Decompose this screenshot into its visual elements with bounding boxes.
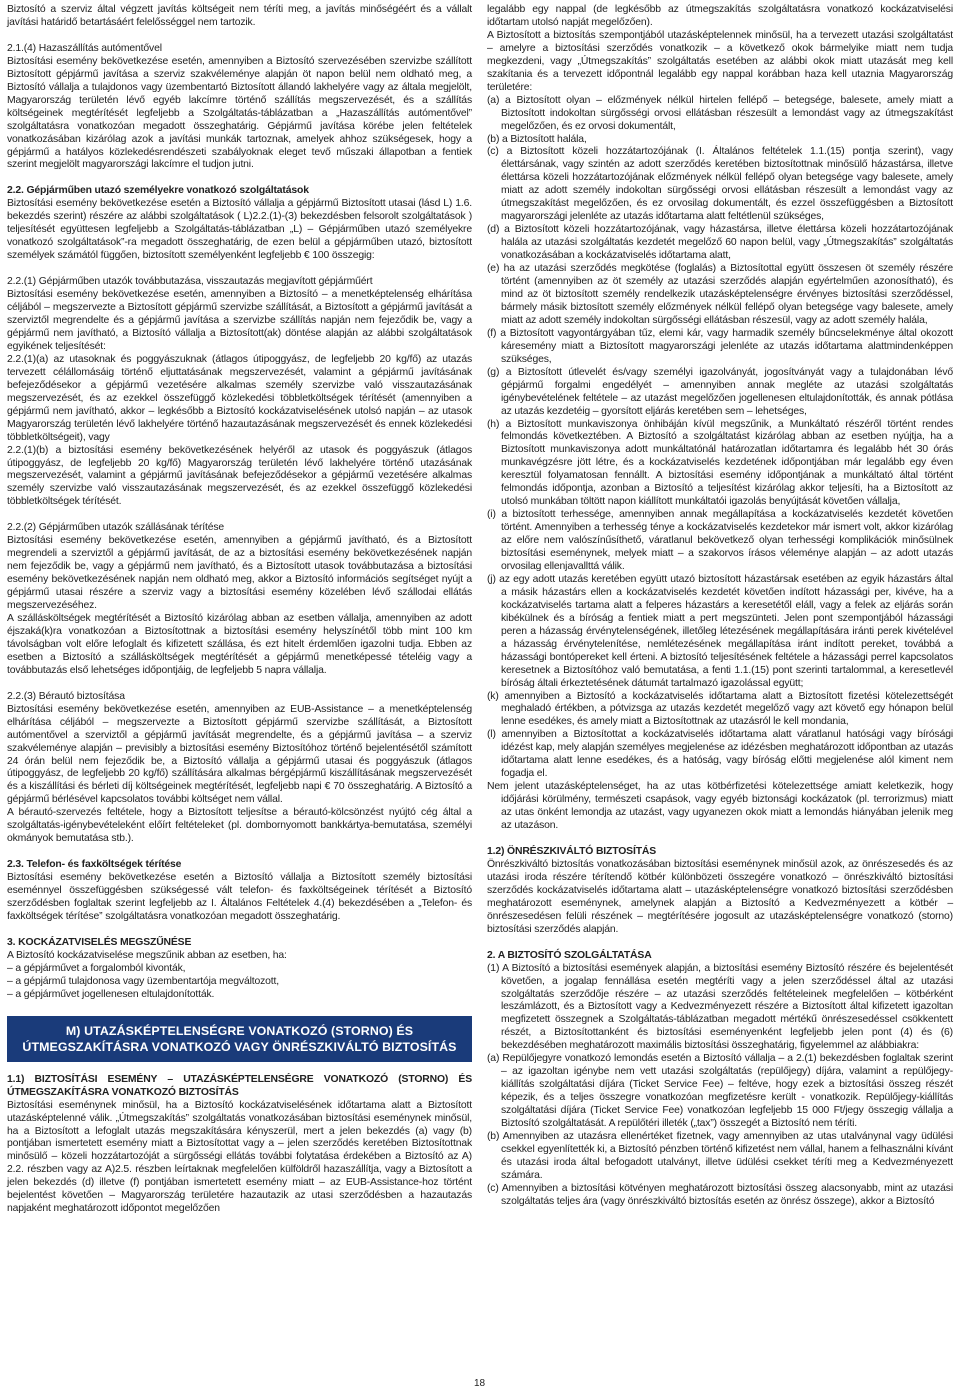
left-column (7, 4, 472, 1216)
section-2-3-title: 2.3. Telefon- és faxköltségek térítése (7, 859, 182, 871)
section-2-item-a: (a) Repülőjegyre vonatkozó lemondás esetén a Biztosító vállalja – a 2.(1) bekezdésben foglaltak szerint – az igazoltan igénybe nem vett utazási szolgáltatás (repülőjegy) díjára, valamint a repülőjegy-kiállítás szolgáltatási díjára (Ticket Service Fee) – feltéve, hogy ezek a biztosítási összeg részét képezik, és a teljes összegre vonatkozóan megfizetésre került - vonatkozik. Repülőjegy-kiállítás szolgáltatási díjára (Ticket Service Fee) vonatkozóan legfeljebb 15 000 Ft/jegy összegig vállalja a Biztosító szolgáltatását. A repülőtéri illeték („tax”) összegét a Biztosító nem téríti. (487, 1053, 953, 1130)
list-item: (g) a Biztosított útlevelét és/vagy személyi igazolványát, jogosítványát vagy a tulajdonában lévő gépjármű forgalmi engedélyét – amennyiben annak megléte az utazási szolgáltatás igénybevételének feltétele – az utazást megelőzően jogellenesen eltulajdonították, és annak pótlása az utazás kezdetéig – gyorsított eljárás keretében sem – lehetséges, (487, 366, 953, 417)
section-2-2-1-title: 2.2.(1) Gépjárműben utazók továbbutazása, visszautazás megjavított gépjárműért (7, 276, 373, 288)
section-2-2-2-body-2: A szállásköltségek megtérítését a Biztosító kizárólag abban az esetben vállalja, amennyiben az adott éjszaká(k)ra vonatkozóan a Biztosítottnak a biztosítási esemény helyszínétől több mint 100 km távolságban volt előre lefoglalt és kifizetett szállása, és ezt hitelt érdemlően igazolni tudja. Ebben az esetben a Biztosító a szállásköltségek megtérítését a gépjármű menetképessé tételéig vagy a továbbutazás első lehetséges időpontjáig, de legfeljebb 5 napra vállalja. (7, 612, 472, 676)
section-2-2-2-body: Biztosítási esemény bekövetkezése esetén, amennyiben a gépjármű javítható, és a Biztosított megrendeli a szerviztől a gépjármű javítását, de az a biztosítási esemény bekövetkezésének napján nem fejeződik be, vagy a gépjármű nem javítható, és a Biztosított utasok továbbutazása a biztosítási esemény bekövetkezésének napján nem oldható meg, akkor a Biztosító információs segítséget nyújt a gépjármű utasai részére a szerviz vagy a biztosítási esemény közelében lévő szállodai ellátás megszervezéséhez. (7, 535, 472, 612)
section-3-item: – a gépjármű tulajdonosa vagy üzembentartója megváltozott, (7, 975, 280, 987)
list-item: (i) a biztosított terhessége, amennyiben annak megállapítása a kockázatviselés kezdetét követően történt. Amennyiben a terhesség ténye a kockázatviselés kezdetekor már ismert volt, akkor kizárólag az előre nem valószínűsíthető, váratlanul bekövetkező olyan terhességi komplikációk minősülnek biztosítási eseménynek, melyek miatt – a szakorvos írásos véleménye alapján – az adott utazás orvosilag ellenjavallttá válik. (487, 509, 953, 572)
section-2-2-3-body: Biztosítási esemény bekövetkezése esetén, amennyiben az EUB-Assistance – a menetképtelenség elhárítása céljából – megszervezte a Biztosított gépjármű szervizbe szállítását, a Biztosított autómentővel a szerviztől a gépjármű javítását megrendelte, és a gépjármű javítása – a szerviz szakvéleménye alapján – previsibly a biztosítási esemény Biztosítóhoz történő bejelentésétől számított 24 órán belül nem fejeződik be, a Biztosító vállalja a gépjármű utasai és poggyászuk (átlagos útipoggyász, de legfeljebb 20 kg/fő) szállítására alkalmas bérgépjármű kiszállításának megszervezését és a kiszállítási és bérleti díj költségeinek megtérítését, legfeljebb napi € 70 összeghatárig. A Biztosító a gépjármű bérlésével kapcsolatos további költséget nem vállal. (7, 703, 472, 806)
intro-paragraph: Biztosító a szerviz által végzett javítás költségeit nem téríti meg, a javítás minőségéért és a vállalt javítási határidő betartásáért felelősséggel nem tartozik. (7, 4, 472, 28)
section-2-2-title: 2.2. Gépjárműben utazó személyekre vonatkozó szolgáltatások (7, 185, 309, 197)
section-2-1-4-body: Biztosítási esemény bekövetkezése esetén, amennyiben a Biztosító szervezésében szervizbe szállított Biztosított gépjármű javítása a szerviz szakvéleménye alapján öt napon belül nem oldható meg, a Biztosító vállalja a tulajdonos vagy üzembentartó Biztosított állandó lakhelyére vagy az általa megjelölt, Magyarország területén lévő egyéb lakcímre történő szállítás megszervezését, és a szállítás költségeinek megtérítését legfeljebb a Szolgáltatás-táblázatban a „Hazaszállítás autómentővel” szolgáltatásra vonatkozóan megadott összeghatárig. Gépjármű javítása körébe jelen feltételek vonatkozásában kizárólag azok a javítási munkák tartoznak, amelyek ahhoz szükségesek, hogy a gépjármű a hatályos közlekedésrendészeti szabályoknak eleget tevő műszaki állapotban a fentiek szerint megjelölt magyarországi lakcímre el tudjon jutni. (7, 55, 472, 171)
section-1-2-body: Önrészkiváltó biztosítás vonatkozásában biztosítási eseménynek minősül azok, az önrészesedés és az utazási iroda részére térítendő kötbér különbözeti összegére vonatkozó – önrészkiváltó biztosítási szerződés kockázatviselés időtartama alatt – utazásképtelenségre vonatkozó biztosítási szerződésben meghatározott eseménynek, amelynek alapján a Biztosító a Kedvezményezett a kötbér – önrészesedésen felüli részének – megtérítésére jogosult az utazásképtelenségre vonatkozó (storno) biztosítási szerződés alapján. (487, 858, 953, 935)
section-2-2-1-b: 2.2.(1)(b) a biztosítási esemény bekövetkezésének helyéről az utasok és poggyászuk (átlagos útipoggyász, de legfeljebb 20 kg/fő) Magyarország területén lévő lakhelyére történő utazásának megszervezését, valamint a gépjármű javításának befejeződésekor a gépjármű vezetésére alkalmas személy szervizbe való visszautazásának megszervezését, és az ezekkel összefüggő közlekedési többletköltségek térítését. (7, 444, 472, 508)
section-2-title: 2. A BIZTOSÍTÓ SZOLGÁLTATÁSA (487, 949, 652, 961)
section-3-item: – a gépjárművet a forgalomból kivonták, (7, 962, 186, 974)
section-3-title: 3. KOCKÁZATVISELÉS MEGSZŰNÉSE (7, 936, 192, 948)
list-item: (c) a Biztosított közeli hozzátartozójának (I. Általános feltételek 1.1.(15) pontja szerint), vagy élettársának, vagy szintén az adott szerződés keretében biztosítottnak minősülő házastársa, illetve élettársa közeli hozzátartozójának előzmények nélkül fellépő olyan betegsége vagy balesete, amely miatt az adott személy indokoltan sürgősségi orvosi ellátásban részesült a lemondást vagy az útmegszakítást megelőzően, és ez orvosilag dokumentált, és ezzel összefüggésben a Biztosított magyarországi jelenléte az utazás időtartama alatt feltétlenül szükséges, (487, 146, 953, 223)
section-2-2-1-a: 2.2.(1)(a) az utasoknak és poggyászuknak (átlagos útipoggyász, de legfeljebb 20 kg/fő) az utazás tervezett célállomásáig történő eljuttatásának megszervezését, valamint a gépjármű javításának befejeződésekor a gépjármű vezetésére alkalmas személy szervizbe való visszautazásának megszervezését, és az ezekkel összefüggő közlekedési többletköltségek térítését (amennyiben a gépjármű nem javítható, akkor – legkésőbb a Biztosító kockázatviselésének utolsó napján – az utasok Magyarország területén lévő lakhelyére történő hazautazásának megszervezését és ennek közlekedési többletköltségeit), vagy (7, 353, 472, 443)
section-2-2-3-body-2: A bérautó-szervezés feltétele, hogy a Biztosított teljesítse a bérautó-kölcsönzést nyújtó cég által a szolgáltatás-igénybevételeként előírt feltételeket (pl. dombornyomott bankkártya-bemutatása, személyi okmányok bemutatása stb.). (7, 807, 472, 845)
section-2-2-2-title: 2.2.(2) Gépjárműben utazók szállásának térítése (7, 522, 225, 534)
section-m-banner: M) UTAZÁSKÉPTELENSÉGRE VONATKOZÓ (STORNO) ÉS ÚTMEGSZAKÍTÁSRA VONATKOZÓ VAGY ÖNRÉSZKIVÁLTÓ BIZTOSÍTÁS (7, 1016, 472, 1062)
section-2-1-4-title: 2.1.(4) Hazaszállítás autómentővel (7, 42, 162, 54)
section-3-body: A Biztosító kockázatviselése megszűnik abban az esetben, ha: (7, 949, 287, 961)
list-item: (l) amennyiben a Biztosítottat a kockázatviselés időtartama alatt váratlanul hatósági vagy bírósági idézést kap, mely alapján személyes megjelenése az idézésben meghatározott időpontban az utazás időtartama alatt lenne esedékes, és a hatóság, vagy bíróság előtti megjelenése alól kiment nem fogadja el. (487, 729, 953, 780)
list-item: (a) a Biztosított olyan – előzmények nélkül hirtelen fellépő – betegsége, balesete, amely miatt a Biztosított indokoltan sürgősségi orvosi ellátásban részesült a lemondást vagy az útmegszakítást megelőzően, és ez orvosi dokumentált, (487, 94, 953, 132)
section-2-2-3-title: 2.2.(3) Bérautó biztosítása (7, 690, 125, 702)
right-column (487, 4, 953, 1209)
incapacity-definition: A Biztosított a biztosítás szempontjából utazásképtelennek minősül, ha a tervezett utazási szolgáltatást – amelyre a biztosítási szerződés vonatkozik – a következő okok bármelyike miatt nem tudja megkezdeni, vagy „Útmegszakítás” szolgáltatás esetében az alábbi okok miatt utazását meg kell szakítania és a tervezett időpontnál legalább egy nappal korábban haza kell utaznia Magyarország területére: (487, 29, 953, 93)
list-item: (f) a Biztosított vagyontárgyában tűz, elemi kár, vagy harmadik személy bűncselekménye által okozott káresemény miatt a Biztosított magyarországi jelenléte az utazás időtartama alattmindenképpen szükséges, (487, 327, 953, 365)
page-number: 18 (474, 1378, 486, 1389)
section-2-3-body: Biztosítási esemény bekövetkezése esetén a Biztosító vállalja a Biztosított személy biztosítási eseménnyel összefüggésben szükségessé vált telefon- és faxköltségeinek térítését a Biztosító szerződésben foglaltak szerint legfeljebb az I. Általános Feltételek 4.(4) bekezdésében a „Telefon- és faxköltségek térítése” szolgáltatásra vonatkozóan megadott összeghatárig. (7, 872, 472, 922)
section-2-2-1-body: Biztosítási esemény bekövetkezése esetén, amennyiben a Biztosító – a menetképtelenség elhárítása céljából – megszervezte a Biztosított gépjármű szervizbe szállítását, a Biztosított a gépjármű javítását a szerviztől megrendelte és a gépjármű javítása a szervizbe szállítás napján nem fejeződik be, vagy a gépjármű nem javítható, a Biztosító vállalja a Biztosított(ak) döntése alapján az alábbi szolgáltatások egyikének teljesítését: (7, 289, 472, 352)
section-2-paragraph-1: (1) A Biztosító a biztosítási események alapján, a biztosítási esemény Biztosító részére és bejelentését követően, a jogalap fennállása esetén megtéríti vagy a jelen szerződéssel által az utazási szolgáltatás szerződője részére – az utazási szerződés feltételeinek megfelelően – kötbérként leszámlázott, és a Biztosított vagy a Kedvezményezett részére a Biztosított által kifizetett igazoltan megfizetett összegnek a Szolgáltatás-táblázatban megadott mértékű önrészesedéssel csökkentett részét, a Biztosítottanként és biztosítási eseményenként legfeljebb jelen pont (4) és (6) bekezdésében meghatározott maximális biztosítási összeghatárig, figyelemmel az alábbiakra: (487, 962, 953, 1052)
exclusion-note: Nem jelent utazásképtelenséget, ha az utas kötbérfizetési kötelezettsége amiatt keletkezik, hogy időjárási körülmény, természeti csapások, vagy egyéb biztonsági kockázatok (pl. terrorizmus) miatt az utas önként lemondja az utazást, vagy ugyanezen okok miatt a lemondás hiányában jelenik meg az utazáson. (487, 781, 953, 832)
list-item: (j) az egy adott utazás keretében együtt utazó biztosított házastársak esetében az egyik házastárs által a másik házastárs ellen a kockázatviselés kezdetét követően indított házassági per, kivéve, ha a kockázatviselés tartama alatt a felperes házastárs a keresetétől eláll, vagy a felek az eljárás során kibékülnek és a bíróság a fentiek miatt a pert megszünteti. Jelen pont szempontjából házassági peren a házasság érvénytelenségének, illetőleg létezésének megállapítására iránti perek kivételével a házasság érvénytelenítése, nemlétezésének megállapítása iránt indított pereket, továbbá a házassági bontópereket kell érteni. A biztosító teljesítésének feltétele a házassági perrel kapcsolatos keresetnek a Biztosítóhoz való bemutatása, a fenti 1.1.(15) pont szerinti tartalommal, a keresetlevél bíróság általi érkeztetésének dátumát tartalmazó igazolással együtt; (487, 573, 953, 689)
continued-paragraph: legalább egy nappal (de legkésőbb az útmegszakítás szolgáltatásra vonatkozó kockázatviselési időtartam utolsó napját megelőzően). (487, 4, 953, 28)
section-2-item-b: (b) Amennyiben az utazásra ellenértéket fizetnek, vagy amennyiben az utas utalványnal vagy üdülési csekkel egyenlítették ki, a Biztosító pénzben történő kifizetést nem vállal, hanem a felhasználni kívánt és utazási iroda által befogadott utalványt, illetve üdülési csekket téríti meg a Kedvezményezett számára. (487, 1131, 953, 1181)
list-item: (d) a Biztosított közeli hozzátartozójának, vagy házastársa, illetve élettársa közeli hozzátartozójának halála az utazási szolgáltatás kezdetét megelőző 60 napon belül, vagy „Útmegszakítás” szolgáltatás vonatkozásában a kockázatviselés időtartama alatt, (487, 224, 953, 262)
list-item: (k) amennyiben a Biztosító a kockázatviselés időtartama alatt a Biztosított fizetési kötelezettségét meghaladó értékben, a pótvizsga az utazás kezdetét megelőző vagy azt követő egy hónapon belül lenne esedékes, és amely miatt a Biztosítottnak az utazásról le kell mondania, (487, 690, 953, 728)
section-1-1-body: Biztosítási eseménynek minősül, ha a Biztosító kockázatviselésének időtartama alatt a Biztosított utazásképtelenné válik. „Útmegszakítás” szolgáltatás vonatkozásában biztosítási eseménynek minősül, ha a Biztosított a lefoglalt utazás megszakítására kényszerül, mert a jelen bekezdés (a) vagy (b) pontjában ismertetett esemény miatt a Biztosítottat vagy a – jelen szerződés keretében Biztosítottnak minősülő – közeli hozzátartozóját a sürgősségi ellátás további folytatása érdekében a Biztosító az A) 2.2. részben vagy az A)2.5. részben leírtaknak megfelelően külföldről hazaszállítja, vagy a Biztosított a jelen bekezdés (d) illetve (f) pontjában ismertetett esemény miatt – az EUB-Assistance-hoz történt bejelentést követően – Magyarország területére hazautazik az utasi szerződésben a hazautazás napjaként meghatározott időpontot megelőzően (7, 1099, 472, 1215)
section-2-item-c: (c) Amennyiben a biztosítási kötvényen meghatározott biztosítási összeg alacsonyabb, mint az utazási szolgáltatás teljes ára (vagy önrészkiváltó biztosítás esetén az önrész összege), akkor a Biztosító (487, 1182, 953, 1207)
section-1-2-title: 1.2) ÖNRÉSZKIVÁLTÓ BIZTOSÍTÁS (487, 846, 657, 857)
section-1-1-title: 1.1) BIZTOSÍTÁSI ESEMÉNY – UTAZÁSKÉPTELENSÉGRE VONATKOZÓ (STORNO) ÉS ÚTMEGSZAKÍTÁSRA VONATKOZÓ BIZTOSÍTÁS (7, 1073, 472, 1098)
section-3-item: – a gépjárművet jogellenesen eltulajdonították. (7, 988, 215, 1000)
section-2-2-body: Biztosítási esemény bekövetkezése esetén a Biztosító vállalja a gépjármű Biztosított utasai (lásd L) 1.6. bekezdés szerint) részére az alábbi szolgáltatások ( L)2.2.(1)-(3) bekezdésben felsorolt szolgáltatások ) teljesítését együttesen legfeljebb a Szolgáltatás-táblázatban „L) – Gépjárműben utazó személyekre vonatkozó szolgáltatások”-ra megadott összeghatárig, de ezen belül a gépjárműben utazó, biztosított személyek számától függően, biztosított személyenként legfeljebb € 100 összegig: (7, 198, 472, 262)
list-item: (h) a Biztosított munkaviszonya önhibáján kívül megszűnik, a Munkáltató részéről történt rendes felmondás következtében. A Biztosító a szolgáltatást kizárólag abban az esetben nyújtja, ha a Biztosított munkaviszonya adott munkáltatónál határozatlan időtartamra és legalább hét 30 órás munkavégzésre jött létre, és a kockázatviselés kezdetének időpontjában már legalább egy éven keresztül folyamatosan fennállt. A biztosítási esemény időpontjának a munkáltató által történt felmondás időpontja, azonban a Biztosító a teljesítést kizárólag akkor teljesíti, ha a Biztosított az utolsó munkában töltött napon kiállított munkáltatói igazolás benyújtását követően vállalja, (487, 418, 953, 508)
list-item: (e) ha az utazási szerződés megkötése (foglalás) a Biztosítottal együtt összesen öt személy részére történt (amennyiben az öt személy az utazási szerződés alapján egyértelműen azonosítható), és mind az öt biztosított személy rendelkezik utazásképtelenségre érvényes biztosítási szerződéssel, bármely másik biztosított személy előzmények nélkül fellépő olyan betegsége vagy balesete, amely miatt az adott személy indokoltan sürgősségi ellátásban részesül, vagy az adott személy halála, (487, 263, 953, 326)
list-item: (b) a Biztosított halála, (487, 133, 587, 145)
